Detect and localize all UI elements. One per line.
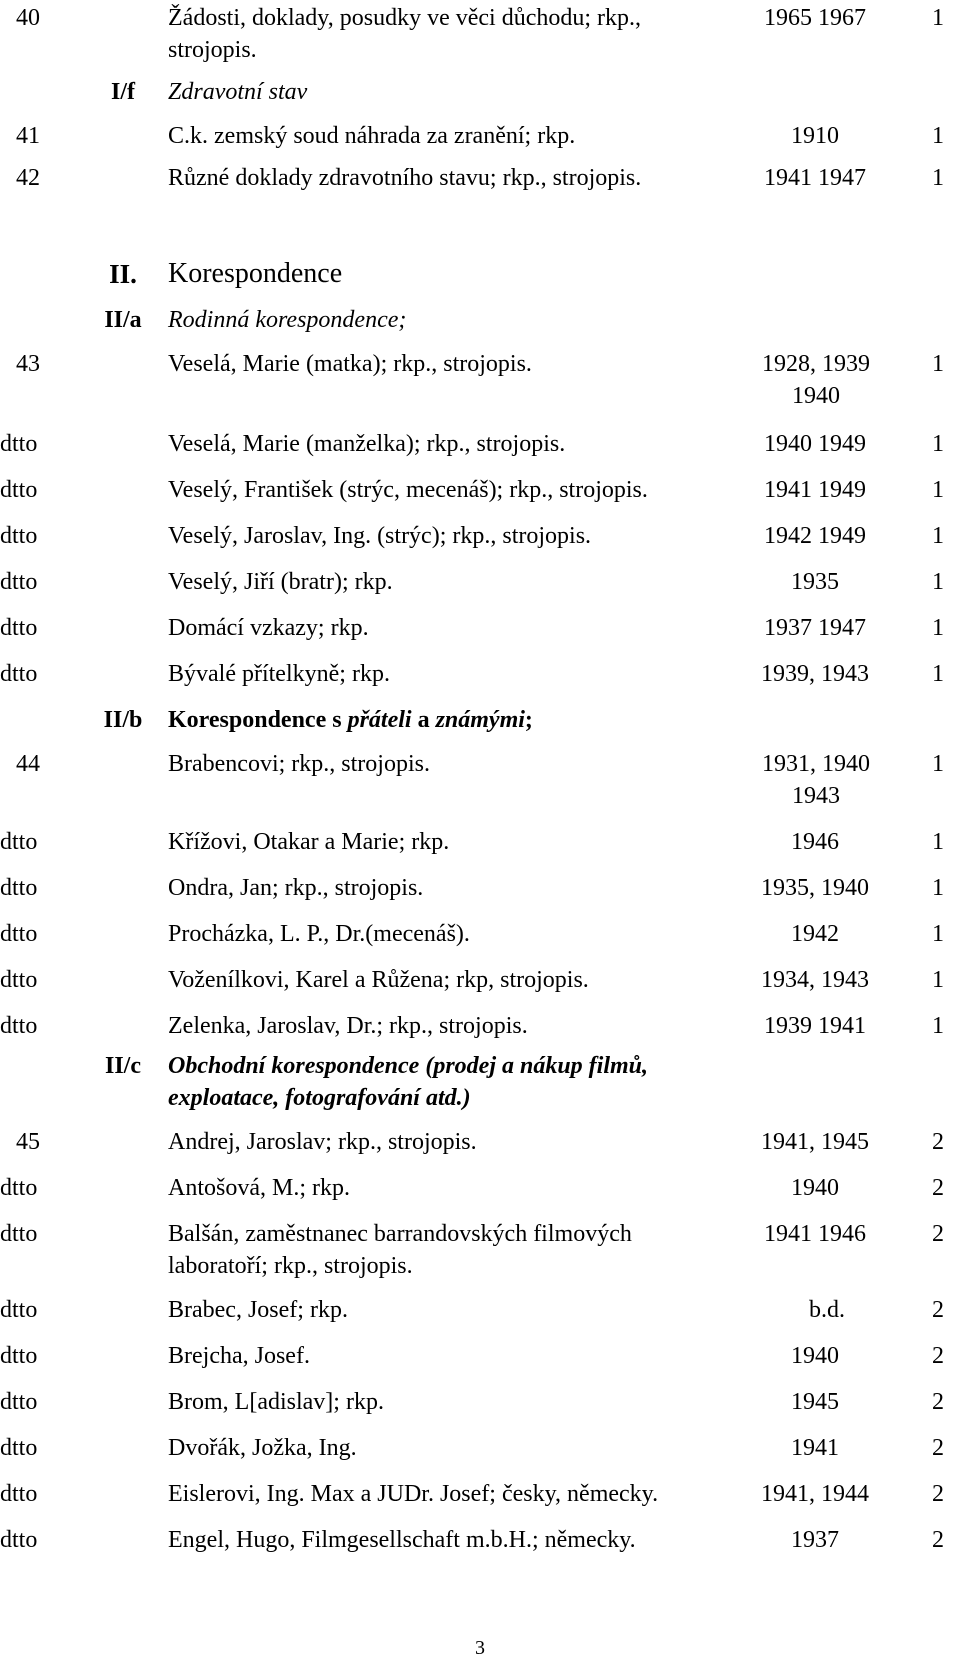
item-date: 1934, 1943 <box>761 967 869 993</box>
item-count: 1 <box>932 477 944 503</box>
item-count: 1 <box>932 1013 944 1039</box>
item-description: Domácí vzkazy; rkp. <box>168 615 369 641</box>
inventory-number: dtto <box>0 477 38 503</box>
inventory-number: 44 <box>16 751 40 777</box>
item-count: 2 <box>932 1435 944 1461</box>
item-description: Eislerovi, Ing. Max a JUDr. Josef; česky, německy. <box>168 1481 659 1507</box>
item-date: 1941 1949 <box>764 477 866 503</box>
item-date: 1946 <box>791 829 839 855</box>
title-part: ; <box>524 707 533 733</box>
inventory-number: dtto <box>0 875 38 901</box>
inventory-number: 41 <box>16 123 40 149</box>
item-description: Veselá, Marie (manželka); rkp., strojopis. <box>168 431 566 457</box>
item-description: C.k. zemský soud náhrada za zranění; rkp. <box>168 123 576 149</box>
item-count: 2 <box>932 1297 944 1323</box>
item-date: 1941 1946 <box>764 1221 866 1247</box>
item-count: 1 <box>932 523 944 549</box>
item-description: Brabencovi; rkp., strojopis. <box>168 751 430 777</box>
inventory-number: dtto <box>0 661 38 687</box>
item-count: 2 <box>932 1129 944 1155</box>
inventory-number: dtto <box>0 1527 38 1553</box>
item-count: 1 <box>932 569 944 595</box>
item-date: 1940 1949 <box>764 431 866 457</box>
item-description: Andrej, Jaroslav; rkp., strojopis. <box>168 1129 477 1155</box>
item-date: 1942 <box>791 921 839 947</box>
item-date: 1937 <box>791 1527 839 1553</box>
inventory-number: dtto <box>0 1013 38 1039</box>
inventory-number: dtto <box>0 1297 38 1323</box>
item-count: 1 <box>932 921 944 947</box>
item-description: Veselý, Jaroslav, Ing. (strýc); rkp., strojopis. <box>168 523 592 549</box>
item-count: 1 <box>932 967 944 993</box>
section-signature: II. <box>109 259 137 289</box>
item-description: Procházka, L. P., Dr.(mecenáš). <box>168 921 470 947</box>
item-date: 1928, 1939 1940 <box>762 351 870 409</box>
item-description: Zelenka, Jaroslav, Dr.; rkp., strojopis. <box>168 1013 528 1039</box>
inventory-number: dtto <box>0 1481 38 1507</box>
subsection-title: Obchodní korespondence (prodej a nákup filmů, exploatace, fotografování atd.) <box>168 1053 649 1111</box>
inventory-number: dtto <box>0 1389 38 1415</box>
item-count: 1 <box>932 5 944 31</box>
inventory-number: dtto <box>0 1343 38 1369</box>
item-count: 2 <box>932 1389 944 1415</box>
title-part: a <box>411 707 436 733</box>
item-count: 1 <box>932 123 944 149</box>
item-description: Brom, L[adislav]; rkp. <box>168 1389 384 1415</box>
inventory-number: 42 <box>16 165 40 191</box>
inventory-number: 45 <box>16 1129 40 1155</box>
subsection-title: Zdravotní stav <box>168 79 308 105</box>
item-description: Brejcha, Josef. <box>168 1343 310 1369</box>
inventory-number: dtto <box>0 523 38 549</box>
inventory-number: dtto <box>0 569 38 595</box>
item-date: 1910 <box>791 123 839 149</box>
item-count: 2 <box>932 1481 944 1507</box>
item-date: 1940 <box>791 1343 839 1369</box>
item-date: 1965 1967 <box>764 5 866 31</box>
inventory-number: dtto <box>0 1221 38 1247</box>
title-part: známými <box>435 707 525 733</box>
item-date: 1935 <box>791 569 839 595</box>
inventory-number: dtto <box>0 921 38 947</box>
item-description: Žádosti, doklady, posudky ve věci důchodu; rkp., strojopis. <box>168 5 642 63</box>
item-description: Dvořák, Jožka, Ing. <box>168 1435 357 1461</box>
subsection-title: Rodinná korespondence; <box>168 307 407 333</box>
item-date: 1939, 1943 <box>761 661 869 687</box>
item-description: Brabec, Josef; rkp. <box>168 1297 348 1323</box>
item-date: 1941 <box>791 1435 839 1461</box>
inventory-number: dtto <box>0 1435 38 1461</box>
section-title: Korespondence <box>168 258 343 289</box>
inventory-number: dtto <box>0 1175 38 1201</box>
inventory-number: dtto <box>0 829 38 855</box>
item-description: Ondra, Jan; rkp., strojopis. <box>168 875 424 901</box>
item-count: 1 <box>932 751 944 777</box>
title-part: Korespondence s <box>168 707 348 733</box>
subsection-signature: II/c <box>105 1053 141 1079</box>
title-part: přáteli <box>347 707 412 733</box>
item-description: Voženílkovi, Karel a Růžena; rkp, strojopis. <box>168 967 589 993</box>
item-count: 2 <box>932 1343 944 1369</box>
inventory-number: dtto <box>0 615 38 641</box>
inventory-number: dtto <box>0 967 38 993</box>
subsection-signature: I/f <box>111 79 135 105</box>
subsection-title <box>168 704 758 736</box>
item-description: Veselý, Jiří (bratr); rkp. <box>168 569 393 595</box>
item-count: 1 <box>932 431 944 457</box>
item-date: 1931, 1940 1943 <box>762 751 870 809</box>
item-date: 1941, 1944 <box>761 1481 869 1507</box>
item-description: Křížovi, Otakar a Marie; rkp. <box>168 829 450 855</box>
item-count: 1 <box>932 351 944 377</box>
item-description: Antošová, M.; rkp. <box>168 1175 350 1201</box>
item-date: 1937 1947 <box>764 615 866 641</box>
item-count: 1 <box>932 661 944 687</box>
item-date: 1940 <box>791 1175 839 1201</box>
item-date: 1945 <box>791 1389 839 1415</box>
item-description: Různé doklady zdravotního stavu; rkp., strojopis. <box>168 165 642 191</box>
item-description: Engel, Hugo, Filmgesellschaft m.b.H.; německy. <box>168 1527 636 1553</box>
item-count: 1 <box>932 165 944 191</box>
item-description: Balšán, zaměstnanec barrandovských filmových laboratoří; rkp., strojopis. <box>168 1221 632 1279</box>
item-date: 1935, 1940 <box>761 875 869 901</box>
subsection-signature: II/b <box>103 707 143 733</box>
item-date: 1941, 1945 <box>761 1129 869 1155</box>
item-count: 2 <box>932 1221 944 1247</box>
item-description: Veselý, František (strýc, mecenáš); rkp., strojopis. <box>168 477 648 503</box>
item-date: 1942 1949 <box>764 523 866 549</box>
item-count: 1 <box>932 875 944 901</box>
subsection-signature: II/a <box>104 307 142 333</box>
item-count: 2 <box>932 1527 944 1553</box>
item-date: 1939 1941 <box>764 1013 866 1039</box>
item-count: 1 <box>932 829 944 855</box>
item-date: 1941 1947 <box>764 165 866 191</box>
item-description: Bývalé přítelkyně; rkp. <box>168 661 390 687</box>
inventory-number: dtto <box>0 431 38 457</box>
item-description: Veselá, Marie (matka); rkp., strojopis. <box>168 351 532 377</box>
inventory-number: 43 <box>16 351 40 377</box>
inventory-number: 40 <box>16 5 40 31</box>
item-count: 2 <box>932 1175 944 1201</box>
page-number: 3 <box>475 1637 485 1659</box>
item-date: b.d. <box>809 1297 845 1323</box>
item-count: 1 <box>932 615 944 641</box>
